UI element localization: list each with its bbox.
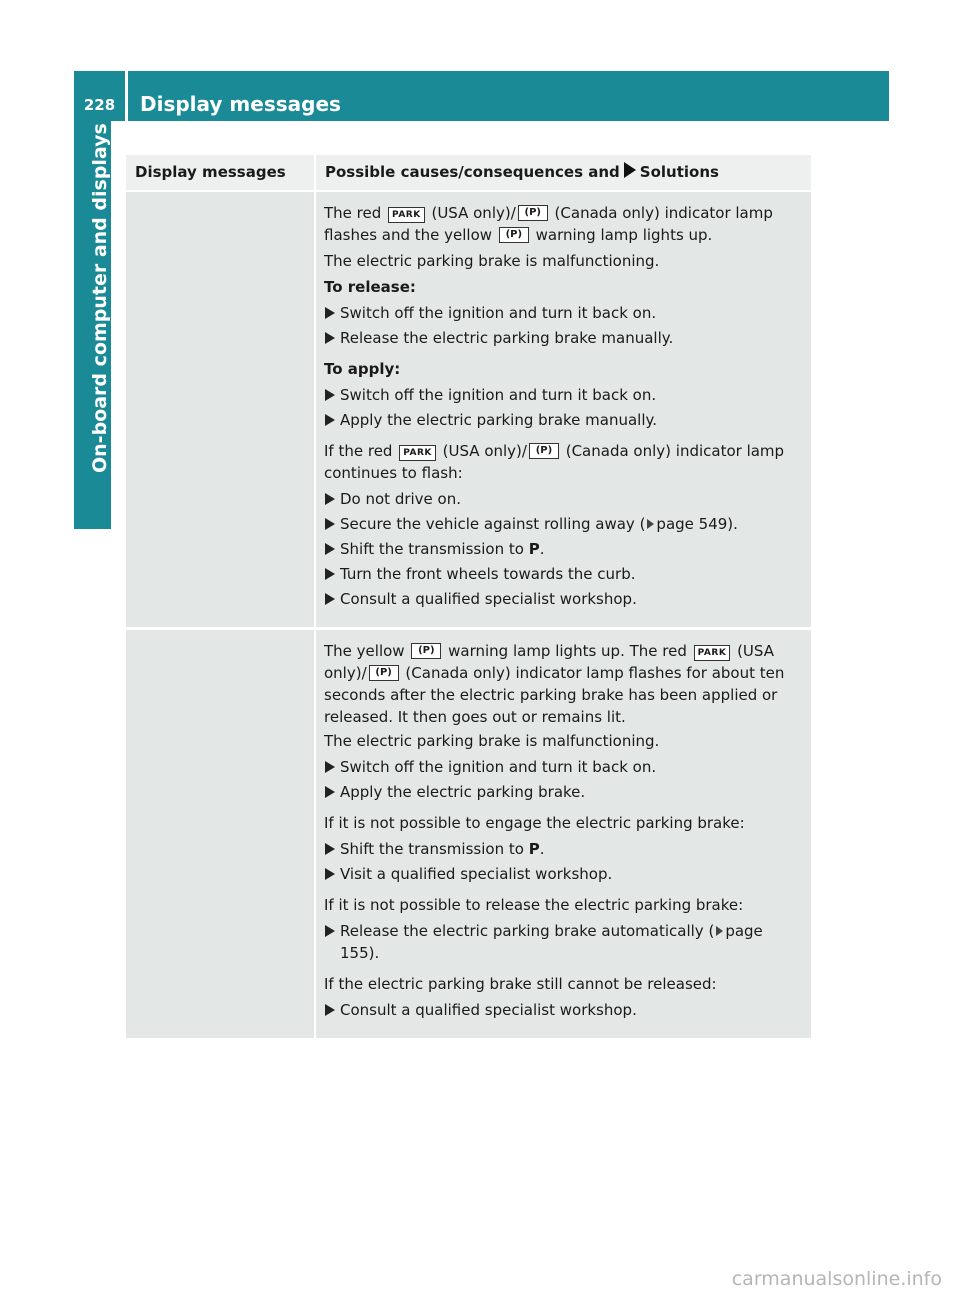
step-arrow-icon (325, 518, 335, 530)
paragraph: The electric parking brake is malfunctioning. (324, 252, 660, 270)
paragraph (324, 202, 803, 246)
text: (USA only)/ (431, 204, 516, 222)
step-text: Secure the vehicle against rolling away ( (340, 515, 646, 533)
step-arrow-icon (325, 389, 335, 401)
step-arrow-icon (325, 593, 335, 605)
step-arrow-icon (325, 761, 335, 773)
step-text: Consult a qualified specialist workshop. (340, 590, 637, 608)
brake-warning-icon (529, 443, 559, 459)
step-arrow-icon (325, 414, 335, 426)
step-text: Consult a qualified specialist workshop. (340, 1001, 637, 1019)
text: (USA only)/ (442, 442, 527, 460)
col-header-causes-solutions (314, 155, 811, 190)
brake-warning-icon (411, 643, 441, 659)
list-item (324, 409, 803, 431)
step-arrow-icon (325, 543, 335, 555)
paragraph: The electric parking brake is malfunctioning. (324, 732, 660, 750)
list-item (324, 488, 803, 510)
step-arrow-icon (325, 493, 335, 505)
gear-p: P (528, 540, 540, 558)
step-text: Shift the transmission to (340, 540, 524, 558)
list-item (324, 863, 803, 885)
table-header (126, 155, 811, 192)
text: If the red (324, 442, 393, 460)
side-tab-label: On-board computer and displays (89, 123, 111, 473)
paragraph: If it is not possible to release the electric parking brake: (324, 896, 744, 914)
col2-suffix: Solutions (639, 163, 719, 181)
step-arrow-icon (325, 307, 335, 319)
paragraph (324, 640, 803, 728)
side-tab-label-wrap (81, 121, 118, 479)
list-item (324, 999, 803, 1021)
list-item (324, 756, 803, 778)
list-item (324, 838, 803, 860)
gear-p: P (528, 840, 540, 858)
step-text: Switch off the ignition and turn it back on. (340, 386, 657, 404)
step-text: Visit a qualified specialist workshop. (340, 865, 613, 883)
step-arrow-icon (325, 568, 335, 580)
text: (Canada only) indicator lamp flashes for about ten (405, 664, 785, 682)
col2-label: Possible causes/consequences and (325, 163, 620, 181)
display-message-cell (126, 192, 314, 627)
step-text: Release the electric parking brake automatically ( (340, 922, 715, 940)
park-icon: PARK (694, 645, 731, 661)
text: (USA (737, 642, 774, 660)
park-icon: PARK (399, 445, 436, 461)
page-title: Display messages (140, 92, 341, 116)
page-ref-icon (647, 519, 654, 529)
apply-heading: To apply: (324, 360, 401, 378)
brake-warning-icon (518, 205, 548, 221)
text: The yellow (324, 642, 405, 660)
paragraph: If the electric parking brake still cannot be released: (324, 975, 717, 993)
causes-solutions-cell (314, 630, 811, 1038)
text: warning lamp lights up. (535, 226, 713, 244)
paragraph (324, 440, 803, 484)
step-text: Shift the transmission to (340, 840, 524, 858)
display-message-cell (126, 630, 314, 1038)
step-arrow-icon (325, 1004, 335, 1016)
step-text: . (539, 540, 545, 558)
step-text: Switch off the ignition and turn it back on. (340, 758, 657, 776)
list-item (324, 513, 803, 535)
text: warning lamp lights up. The red (448, 642, 687, 660)
page-ref-link[interactable]: page 549). (656, 515, 738, 533)
list-item (324, 302, 803, 324)
list-item (324, 563, 803, 585)
step-text: . (539, 840, 545, 858)
brake-warning-icon (499, 227, 529, 243)
page-number: 228 (83, 96, 116, 114)
text: (Canada only) indicator lamp (554, 204, 773, 222)
list-item (324, 588, 803, 610)
play-arrow-icon (624, 162, 636, 178)
park-icon: PARK (388, 207, 425, 223)
step-text: Switch off the ignition and turn it back on. (340, 304, 657, 322)
table-row (126, 627, 811, 1038)
col-header-display-messages: Display messages (135, 163, 286, 181)
text: continues to flash: (324, 464, 463, 482)
step-arrow-icon (325, 843, 335, 855)
list-item (324, 327, 803, 349)
display-messages-table (126, 155, 811, 1038)
list-item (324, 538, 803, 560)
table-row (126, 192, 811, 627)
list-item (324, 920, 803, 964)
watermark-footer: carmanualsonline.info (731, 1268, 942, 1290)
paragraph: If it is not possible to engage the electric parking brake: (324, 814, 745, 832)
list-item (324, 384, 803, 406)
causes-solutions-cell (314, 192, 811, 627)
page-ref-link[interactable]: page 155). (340, 922, 763, 962)
step-text: Apply the electric parking brake. (340, 783, 586, 801)
step-arrow-icon (325, 332, 335, 344)
step-arrow-icon (325, 786, 335, 798)
header-separator (125, 71, 128, 121)
release-heading: To release: (324, 278, 416, 296)
text: flashes and the yellow (324, 226, 493, 244)
list-item (324, 781, 803, 803)
text: released. It then goes out or remains lit. (324, 708, 626, 726)
step-text: Turn the front wheels towards the curb. (340, 565, 636, 583)
step-text: Release the electric parking brake manually. (340, 329, 674, 347)
text: The red (324, 204, 382, 222)
step-arrow-icon (325, 868, 335, 880)
text: (Canada only) indicator lamp (565, 442, 785, 460)
step-arrow-icon (325, 925, 335, 937)
step-text: Do not drive on. (340, 490, 462, 508)
text: seconds after the electric parking brake has been applied or (324, 686, 778, 704)
step-text: Apply the electric parking brake manually. (340, 411, 658, 429)
text: only)/ (324, 664, 367, 682)
page-ref-icon (716, 926, 723, 936)
brake-warning-icon (369, 665, 399, 681)
